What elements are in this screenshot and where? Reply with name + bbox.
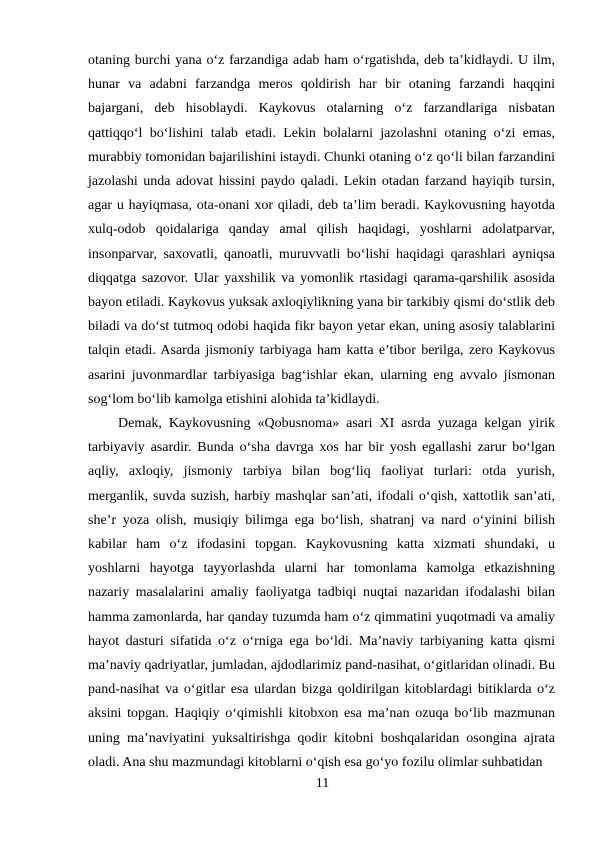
paragraph-2: Demak, Kaykovusning «Qobusnoma» asari XI asrda yuzaga kelgan yirik tarbiyaviy asardir. Bunda o‘sha davrga xos har bir yosh egallashi zarur bo‘lgan aqliy, axloqiy, jismoniy tarbiya bilan bog‘liq faoliyat turlari: otda yurish, merganlik, suvda suzish, harbiy mashqlar san’ati, ifodali o‘qish, xattotlik san’ati, she’r yoza olish, musiqiy bilimga ega bo‘lish, shatranj va nard o‘yinini bilish kabilar ham o‘z ifodasini topgan. Kaykovusning katta xizmati shundaki, u yoshlarni hayotga tayyorlashda ularni har tomonlama kamolga etkazishning nazariy masalalarini amaliy faoliyatga tadbiqi nuqtai nazaridan ifodalashi bilan hamma zamonlarda, har qanday tuzumda ham o‘z qimmatini yuqotmadi va amaliy hayot dasturi sifatida o‘z o‘rniga ega bo‘ldi. Ma’naviy tarbiyaning katta qismi ma’naviy qadriyatlar, jumladan, ajdodlarimiz pand-nasihat, o‘gitlaridan olinadi. Bu pand-nasihat va o‘gitlar esa ulardan bizga qoldirilgan kitoblardagi bitiklarda o‘z aksini topgan. Haqiqiy o‘qimishli kitobxon esa ma’nan ozuqa bo‘lib mazmunan uning ma’naviyatini yuksaltirishga qodir kitobni boshqalaridan osongina ajrata oladi. Ana shu mazmundagi kitoblarni o‘qish esa go‘yo fozilu olimlar suhbatidan [88, 416, 555, 770]
body-text [88, 49, 555, 775]
paragraph-1: otaning burchi yana o‘z farzandiga adab ham o‘rgatishda, deb ta’kidlaydi. U ilm, hunar va adabni farzandga meros qoldirish har bir otaning farzandi haqqini bajargani, deb hisoblaydi. Kaykovus otalarning o‘z farzandlariga nisbatan qattiqqo‘l bo‘lishini talab etadi. Lekin bolalarni jazolashni otaning o‘zi emas, murabbiy tomonidan bajarilishini istaydi. Chunki otaning o‘z qo‘li bilan farzandini jazolashi unda adovat hissini paydo qaladi. Lekin otadan farzand hayiqib tursin, agar u hayiqmasa, ota-onani xor qiladi, deb ta’lim beradi. Kaykovusning hayotda xulq-odob qoidalariga qanday amal qilish haqidagi, yoshlarni adolatparvar, insonparvar, saxovatli, qanoatli, muruvvatli bo‘lishi haqidagi qarashlari ayniqsa diqqatga sazovor. Ular yaxshilik va yomonlik rtasidagi qarama-qarshilik asosida bayon etiladi. Kaykovus yuksak axloqiylikning yana bir tarkibiy qismi do‘stlik deb biladi va do‘st tutmoq odobi haqida fikr bayon yetar ekan, uning asosiy talablarini talqin etadi. Asarda jismoniy tarbiyaga ham katta e’tibor berilga, zero Kaykovus asarini juvonmardlar tarbiyasiga bag‘ishlar ekan, ularning eng avvalo jismonan sog‘lom bo‘lib kamolga etishini alohida ta’kidlaydi. [88, 53, 555, 407]
page-number: 11 [315, 776, 330, 791]
